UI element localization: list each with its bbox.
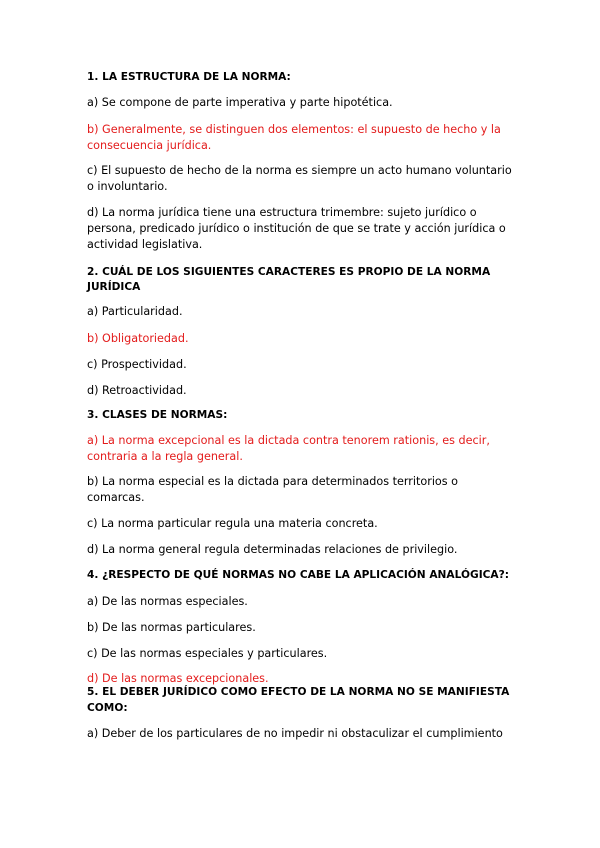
question-2-heading: 2. CUÁL DE LOS SIGUIENTES CARACTERES ES PROPIO DE LA NORMA [87, 266, 491, 278]
question-4-option-a: a) De las normas especiales. [87, 595, 248, 608]
question-1-option-a: a) Se compone de parte imperativa y parte hipotética. [87, 96, 393, 109]
question-3-heading: 3. CLASES DE NORMAS: [87, 409, 228, 421]
question-3-option-d: d) La norma general regula determinadas relaciones de privilegio. [87, 543, 458, 556]
question-1-option-c-cont: o involuntario. [87, 180, 168, 193]
question-2-heading-cont: JURÍDICA [87, 281, 141, 293]
question-3-option-b: b) La norma especial es la dictada para determinados territorios o [87, 475, 458, 488]
question-5-option-a: a) Deber de los particulares de no impedir ni obstaculizar el cumplimiento [87, 727, 503, 740]
question-2-option-c: c) Prospectividad. [87, 358, 187, 371]
question-1-option-d-cont-1: persona, predicado jurídico o institución de que se trate y acción jurídica o [87, 222, 506, 235]
question-1-heading: 1. LA ESTRUCTURA DE LA NORMA: [87, 71, 291, 83]
question-2-option-b-correct: b) Obligatoriedad. [87, 332, 189, 345]
question-1-option-b-correct: b) Generalmente, se distinguen dos elementos: el supuesto de hecho y la [87, 123, 501, 136]
question-2-option-d: d) Retroactividad. [87, 384, 187, 397]
question-1-option-d: d) La norma jurídica tiene una estructura trimembre: sujeto jurídico o [87, 206, 477, 219]
question-4-option-b: b) De las normas particulares. [87, 621, 256, 634]
question-2-option-a: a) Particularidad. [87, 305, 183, 318]
question-5-heading-cont: COMO: [87, 702, 128, 714]
question-1-option-c: c) El supuesto de hecho de la norma es siempre un acto humano voluntario [87, 164, 512, 177]
question-3-option-b-cont: comarcas. [87, 491, 145, 504]
question-4-option-c: c) De las normas especiales y particulares. [87, 647, 328, 660]
question-3-option-a-correct-cont: contraria a la regla general. [87, 450, 243, 463]
question-1-option-d-cont-2: actividad legislativa. [87, 238, 203, 251]
question-1-option-b-correct-cont: consecuencia jurídica. [87, 139, 212, 152]
question-4-option-d-correct: d) De las normas excepcionales. [87, 672, 269, 685]
question-5-heading: 5. EL DEBER JURÍDICO COMO EFECTO DE LA NORMA NO SE MANIFIESTA [87, 686, 510, 698]
question-4-heading: 4. ¿RESPECTO DE QUÉ NORMAS NO CABE LA APLICACIÓN ANALÓGICA?: [87, 569, 509, 581]
question-3-option-a-correct: a) La norma excepcional es la dictada contra tenorem rationis, es decir, [87, 434, 490, 447]
question-3-option-c: c) La norma particular regula una materia concreta. [87, 517, 378, 530]
